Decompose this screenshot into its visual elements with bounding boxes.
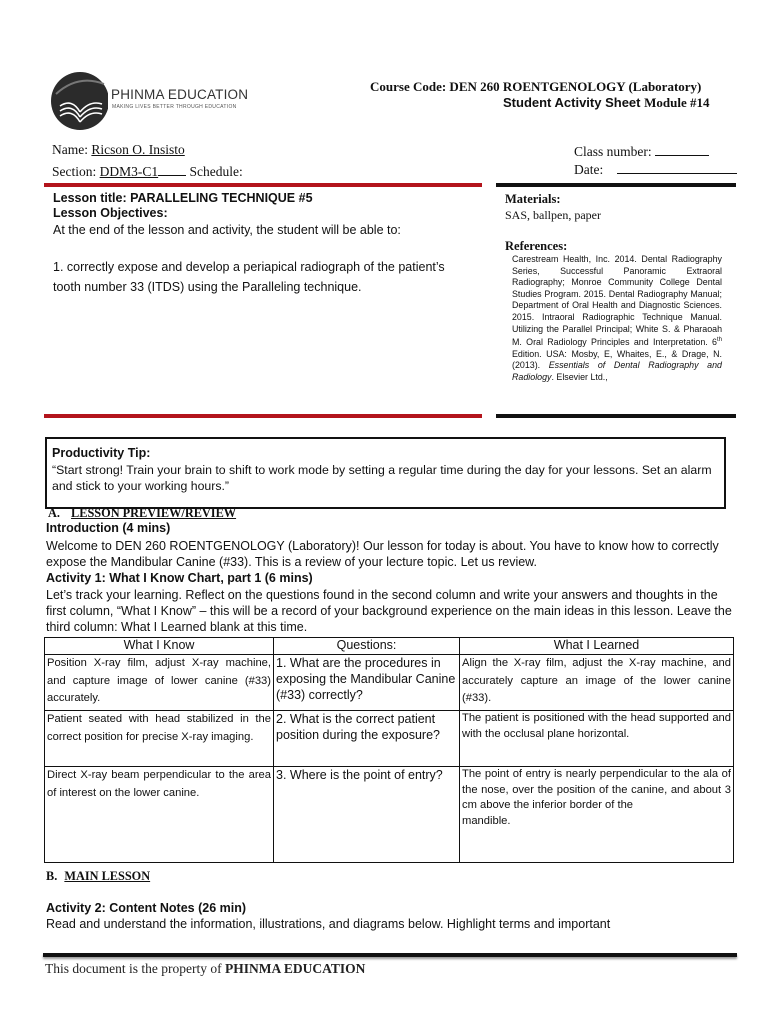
materials-text: SAS, ballpen, paper (505, 208, 601, 222)
top-black-rule (496, 183, 736, 187)
cell-question-1: 1. What are the procedures in exposing the Mandibular Canine (#33) correctly? (274, 655, 460, 711)
materials-heading: Materials: (505, 192, 561, 206)
introduction-text: Welcome to DEN 260 ROENTGENOLOGY (Laboratory)! Our lesson for today is about. You have to know how to correctly expose the Mandibular Canine (#33). This is a review of your lecture topic. Let us review. (46, 539, 719, 569)
cell-learned-3-text: The point of entry is nearly perpendicular to the ala of the nose, over the position of the canine, and about 3 cm above the inferior border of the (462, 768, 731, 811)
cell-question-3: 3. Where is the point of entry? (274, 767, 460, 863)
cell-know-2[interactable]: Patient seated with head stabilized in the correct position for precise X-ray imaging. (45, 711, 274, 767)
table-row (45, 767, 734, 863)
cell-learned-3[interactable] (460, 767, 734, 863)
references-main: Carestream Health, Inc. 2014. Dental Radiography Series, Successful Panoramic Extraoral Radiography; Monroe Community College Dental Studies Program. 2015. Dental Radiography Manual; Department of Oral Health and Diagnostic Sciences. 2015. Intraoral Radiographic Technique Manual. Utilizing the Parallel Principal; White S. & Pharaoah M. Oral Radiology Principles and Interpretation. 6 (512, 254, 722, 348)
date-field[interactable] (617, 160, 737, 174)
activity-2-heading: Activity 2: Content Notes (26 min) (46, 901, 247, 915)
logo-name: PHINMA EDUCATION (111, 87, 249, 102)
mid-black-rule (496, 414, 736, 418)
module-number: Module #14 (644, 95, 710, 110)
section-b-heading (46, 869, 150, 884)
schedule-label: Schedule: (189, 164, 243, 179)
sheet-title (503, 95, 709, 111)
table-row (45, 711, 734, 767)
references-book-title: Essentials of Dental Radiography and Radiology (512, 360, 722, 382)
sheet-title-text: Student Activity Sheet (503, 95, 641, 110)
section-a-label: A. (48, 506, 60, 520)
introduction-heading: Introduction (4 mins) (46, 521, 171, 535)
class-number-field[interactable] (655, 142, 709, 156)
references-text (512, 254, 722, 384)
logo-tagline: MAKING LIVES BETTER THROUGH EDUCATION (112, 104, 237, 110)
section-b-title: MAIN LESSON (64, 869, 151, 883)
top-red-rule (44, 183, 482, 187)
footer-text (45, 961, 365, 977)
section-b-label: B. (46, 869, 58, 883)
cell-know-1[interactable]: Position X-ray film, adjust X-ray machine, and capture image of lower canine (#33) accurately. (45, 655, 274, 711)
header-questions: Questions: (274, 638, 460, 655)
references-sup: th (716, 337, 722, 344)
objectives-intro: At the end of the lesson and activity, the student will be able to: (53, 223, 401, 237)
course-code: Course Code: DEN 260 ROENTGENOLOGY (Laboratory) (370, 79, 702, 94)
mid-red-rule (44, 414, 482, 418)
activity-1-text: Let’s track your learning. Reflect on the questions found in the second column and write your answers and thoughts in the first column, “What I Know” – this will be a record of your background experience on the main ideas in this lesson. Leave the third column: What I Learned blank at this time. (46, 588, 732, 634)
section-a-heading (48, 506, 236, 521)
name-label: Name: (52, 142, 88, 157)
cell-learned-1[interactable]: Align the X-ray film, adjust the X-ray machine, and accurately capture an image of the lower canine (#33). (460, 655, 734, 711)
what-i-know-table (44, 637, 734, 863)
activity-1-heading: Activity 1: What I Know Chart, part 1 (6 mins) (46, 571, 313, 585)
name-row (52, 142, 185, 158)
table-row (45, 655, 734, 711)
footer-org: PHINMA EDUCATION (224, 961, 366, 976)
name-value[interactable]: Ricson O. Insisto (91, 142, 185, 157)
header-what-i-know: What I Know (45, 638, 274, 655)
tip-heading: Productivity Tip: (52, 446, 151, 460)
class-number-row (574, 142, 709, 160)
references-heading: References: (505, 239, 568, 253)
section-blank (158, 162, 186, 176)
cell-know-3[interactable]: Direct X-ray beam perpendicular to the area of interest on the lower canine. (45, 767, 274, 863)
footer-rule (43, 953, 737, 957)
cell-learned-3-tail: mandible. (462, 814, 511, 827)
section-label: Section: (52, 164, 97, 179)
section-a-title: LESSON PREVIEW/REVIEW (71, 506, 237, 520)
section-value[interactable]: DDM3-C1 (99, 164, 159, 179)
activity-2-text: Read and understand the information, illustrations, and diagrams below. Highlight terms and important (46, 917, 611, 931)
tip-text: “Start strong! Train your brain to shift to work mode by setting a regular time during the day for your lessons. Set an alarm and stick to your working hours.” (52, 463, 712, 493)
cell-learned-2[interactable]: The patient is positioned with the head supported and with the occlusal plane horizontal. (460, 711, 734, 767)
class-number-label: Class number: (574, 144, 652, 159)
lesson-title: Lesson title: PARALLELING TECHNIQUE #5 (53, 191, 313, 205)
footer-prefix: This document is the property of (45, 961, 225, 976)
phinma-logo-icon (50, 70, 108, 132)
objectives-heading: Lesson Objectives: (53, 206, 168, 220)
cell-question-2: 2. What is the correct patient position during the exposure? (274, 711, 460, 767)
references-end: . Elsevier Ltd., (551, 371, 608, 382)
section-row (52, 162, 243, 180)
objective-1: 1. correctly expose and develop a periapical radiograph of the patient’s tooth number 33 (ITDS) using the Paralleling technique. (53, 260, 445, 294)
date-row (574, 160, 737, 178)
header-what-i-learned: What I Learned (460, 638, 734, 655)
date-label: Date: (574, 162, 604, 177)
table-header-row (45, 638, 734, 655)
references-mid: Edition. USA: Mosby, E, Whaites, E., & Drage, N. (2013). (512, 348, 722, 371)
